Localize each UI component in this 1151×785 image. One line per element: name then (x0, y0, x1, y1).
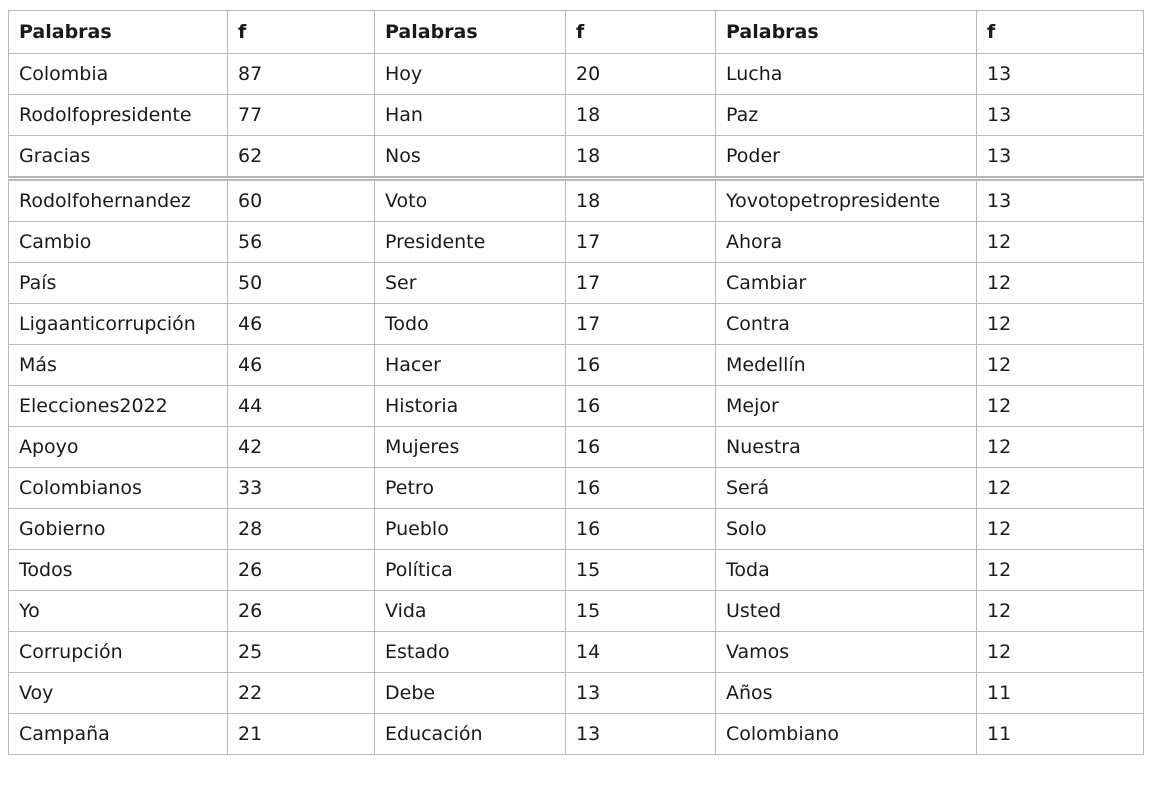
header-words-3: Palabras (716, 11, 977, 54)
table-row (9, 673, 1144, 714)
word-cell: Medellín (716, 345, 977, 386)
word-cell: Nuestra (716, 427, 977, 468)
frequency-cell: 60 (228, 179, 375, 222)
frequency-cell: 46 (228, 345, 375, 386)
word-cell: Gobierno (9, 509, 228, 550)
frequency-cell: 17 (566, 263, 716, 304)
word-cell: Lucha (716, 54, 977, 95)
frequency-cell: 12 (977, 386, 1144, 427)
word-cell: Gracias (9, 136, 228, 179)
header-frequency-3: f (977, 11, 1144, 54)
table-row (9, 427, 1144, 468)
frequency-cell: 18 (566, 179, 716, 222)
frequency-cell: 13 (977, 136, 1144, 179)
frequency-cell: 16 (566, 427, 716, 468)
word-cell: Ligaanticorrupción (9, 304, 228, 345)
word-cell: Contra (716, 304, 977, 345)
frequency-cell: 44 (228, 386, 375, 427)
frequency-cell: 18 (566, 136, 716, 179)
word-cell: Poder (716, 136, 977, 179)
frequency-cell: 12 (977, 550, 1144, 591)
word-cell: Apoyo (9, 427, 228, 468)
word-cell: Hacer (375, 345, 566, 386)
word-cell: Rodolfopresidente (9, 95, 228, 136)
word-cell: Han (375, 95, 566, 136)
frequency-cell: 56 (228, 222, 375, 263)
frequency-cell: 12 (977, 591, 1144, 632)
word-cell: Mejor (716, 386, 977, 427)
frequency-cell: 62 (228, 136, 375, 179)
frequency-cell: 13 (977, 179, 1144, 222)
header-row (9, 11, 1144, 54)
word-cell: Colombianos (9, 468, 228, 509)
frequency-cell: 21 (228, 714, 375, 755)
frequency-cell: 42 (228, 427, 375, 468)
frequency-cell: 12 (977, 509, 1144, 550)
header-frequency-1: f (228, 11, 375, 54)
frequency-cell: 16 (566, 509, 716, 550)
frequency-cell: 22 (228, 673, 375, 714)
frequency-cell: 12 (977, 304, 1144, 345)
frequency-cell: 12 (977, 345, 1144, 386)
word-cell: Elecciones2022 (9, 386, 228, 427)
word-cell: Ser (375, 263, 566, 304)
header-words-2: Palabras (375, 11, 566, 54)
frequency-cell: 16 (566, 386, 716, 427)
frequency-cell: 17 (566, 304, 716, 345)
table-row (9, 591, 1144, 632)
table-row (9, 263, 1144, 304)
word-cell: Voto (375, 179, 566, 222)
word-cell: Paz (716, 95, 977, 136)
word-cell: Yo (9, 591, 228, 632)
word-cell: País (9, 263, 228, 304)
word-cell: Educación (375, 714, 566, 755)
table-row (9, 632, 1144, 673)
word-cell: Rodolfohernandez (9, 179, 228, 222)
table-row (9, 222, 1144, 263)
word-cell: Yovotopetropresidente (716, 179, 977, 222)
frequency-cell: 12 (977, 263, 1144, 304)
table-row (9, 509, 1144, 550)
frequency-cell: 87 (228, 54, 375, 95)
table-row (9, 54, 1144, 95)
frequency-cell: 33 (228, 468, 375, 509)
word-cell: Vamos (716, 632, 977, 673)
word-cell: Voy (9, 673, 228, 714)
frequency-cell: 13 (977, 95, 1144, 136)
word-cell: Solo (716, 509, 977, 550)
word-cell: Mujeres (375, 427, 566, 468)
frequency-cell: 13 (977, 54, 1144, 95)
frequency-cell: 11 (977, 714, 1144, 755)
table-row (9, 386, 1144, 427)
header-frequency-2: f (566, 11, 716, 54)
word-cell: Será (716, 468, 977, 509)
table-row (9, 345, 1144, 386)
frequency-cell: 12 (977, 468, 1144, 509)
word-cell: Hoy (375, 54, 566, 95)
word-cell: Ahora (716, 222, 977, 263)
frequency-cell: 15 (566, 550, 716, 591)
table-row (9, 95, 1144, 136)
word-frequency-table (8, 10, 1144, 755)
word-cell: Colombia (9, 54, 228, 95)
word-cell: Colombiano (716, 714, 977, 755)
table-row (9, 179, 1144, 222)
frequency-cell: 16 (566, 345, 716, 386)
frequency-cell: 12 (977, 632, 1144, 673)
word-cell: Petro (375, 468, 566, 509)
word-cell: Cambiar (716, 263, 977, 304)
table-row (9, 468, 1144, 509)
table-row (9, 304, 1144, 345)
word-cell: Presidente (375, 222, 566, 263)
frequency-cell: 12 (977, 427, 1144, 468)
word-cell: Vida (375, 591, 566, 632)
frequency-cell: 50 (228, 263, 375, 304)
word-cell: Años (716, 673, 977, 714)
frequency-cell: 25 (228, 632, 375, 673)
word-cell: Política (375, 550, 566, 591)
word-cell: Usted (716, 591, 977, 632)
word-cell: Estado (375, 632, 566, 673)
header-words-1: Palabras (9, 11, 228, 54)
word-cell: Pueblo (375, 509, 566, 550)
frequency-cell: 18 (566, 95, 716, 136)
frequency-cell: 12 (977, 222, 1144, 263)
frequency-cell: 17 (566, 222, 716, 263)
frequency-cell: 14 (566, 632, 716, 673)
frequency-cell: 26 (228, 550, 375, 591)
frequency-cell: 46 (228, 304, 375, 345)
table-row (9, 550, 1144, 591)
frequency-cell: 20 (566, 54, 716, 95)
word-cell: Todo (375, 304, 566, 345)
word-cell: Nos (375, 136, 566, 179)
word-cell: Más (9, 345, 228, 386)
word-cell: Toda (716, 550, 977, 591)
frequency-cell: 13 (566, 673, 716, 714)
frequency-cell: 15 (566, 591, 716, 632)
frequency-cell: 11 (977, 673, 1144, 714)
frequency-cell: 26 (228, 591, 375, 632)
word-cell: Corrupción (9, 632, 228, 673)
frequency-cell: 28 (228, 509, 375, 550)
frequency-cell: 13 (566, 714, 716, 755)
word-cell: Campaña (9, 714, 228, 755)
word-cell: Todos (9, 550, 228, 591)
word-cell: Debe (375, 673, 566, 714)
word-cell: Cambio (9, 222, 228, 263)
frequency-cell: 77 (228, 95, 375, 136)
word-cell: Historia (375, 386, 566, 427)
frequency-cell: 16 (566, 468, 716, 509)
table-row (9, 136, 1144, 179)
table-row (9, 714, 1144, 755)
